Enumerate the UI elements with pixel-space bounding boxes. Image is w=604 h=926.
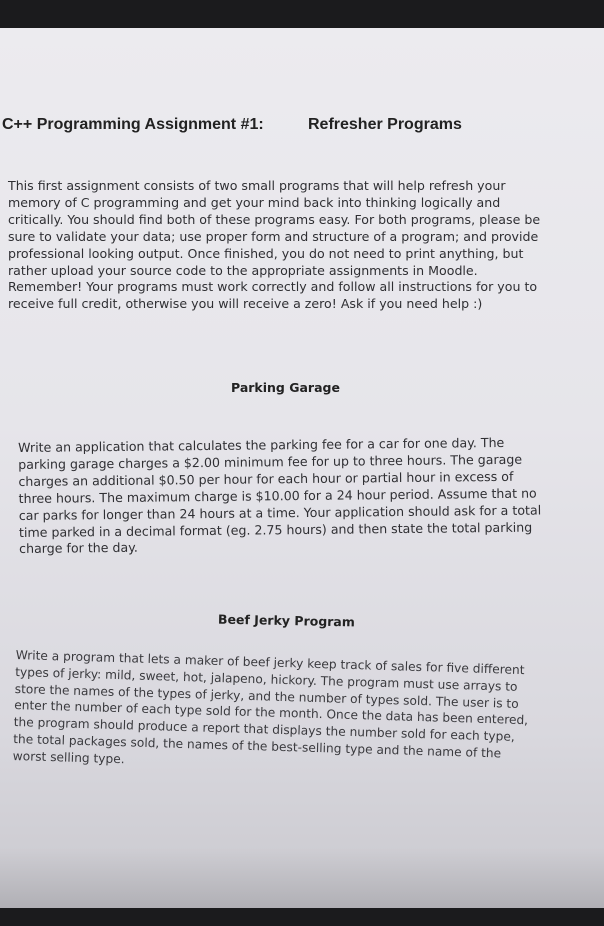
paper-page [0, 28, 604, 908]
heading-title: C++ Programming Assignment #1: [2, 116, 264, 133]
section-body-parking-garage: Write an application that calculates the parking fee for a car for one day. The parking garage charges a $2.00 minimum fee for up to three hours. The garage charges an additional $0.50 per hour for each hour or partial hour in excess of three hours. The maximum charge is $10.00 for a 24 hour period. Assume that no car parks for longer than 24 hours at a time. Your application should ask for a total time parked in a decimal format (eg. 2.75 hours) and then state the total parking charge for the day. [18, 434, 542, 557]
heading-subtitle: Refresher Programs [308, 116, 462, 133]
section-body-beef-jerky: Write a program that lets a maker of beef jerky keep track of sales for five different types of jerky: mild, sweet, hot, jalapeno, hickory. The program must use arrays to store the names of the types of jerky, and the number of types sold. The user is to enter the number of each type sold for the month. Once the data has been entered, the program should produce a report that displays the number sold for each type, the total packages sold, the names of the best-selling type and the name of the worst selling type. [12, 647, 529, 767]
section-title-parking-garage: Parking Garage [231, 380, 340, 395]
section-title-beef-jerky: Beef Jerky Program [217, 611, 356, 630]
page-shadow [0, 848, 604, 908]
intro-paragraph: This first assignment consists of two small programs that will help refresh your memory of C programming and get your mind back into thinking logically and critically. You should find both of these programs easy. For both programs, please be sure to validate your data; use proper form and structure of a program; and provide professional looking output. Once finished, you do not need to print anything, but rather upload your source code to the appropriate assignments in Moodle. Remember! Your programs must work correctly and follow all instructions for you to receive full credit, otherwise you will receive a zero! Ask if you need help :) [8, 178, 541, 312]
